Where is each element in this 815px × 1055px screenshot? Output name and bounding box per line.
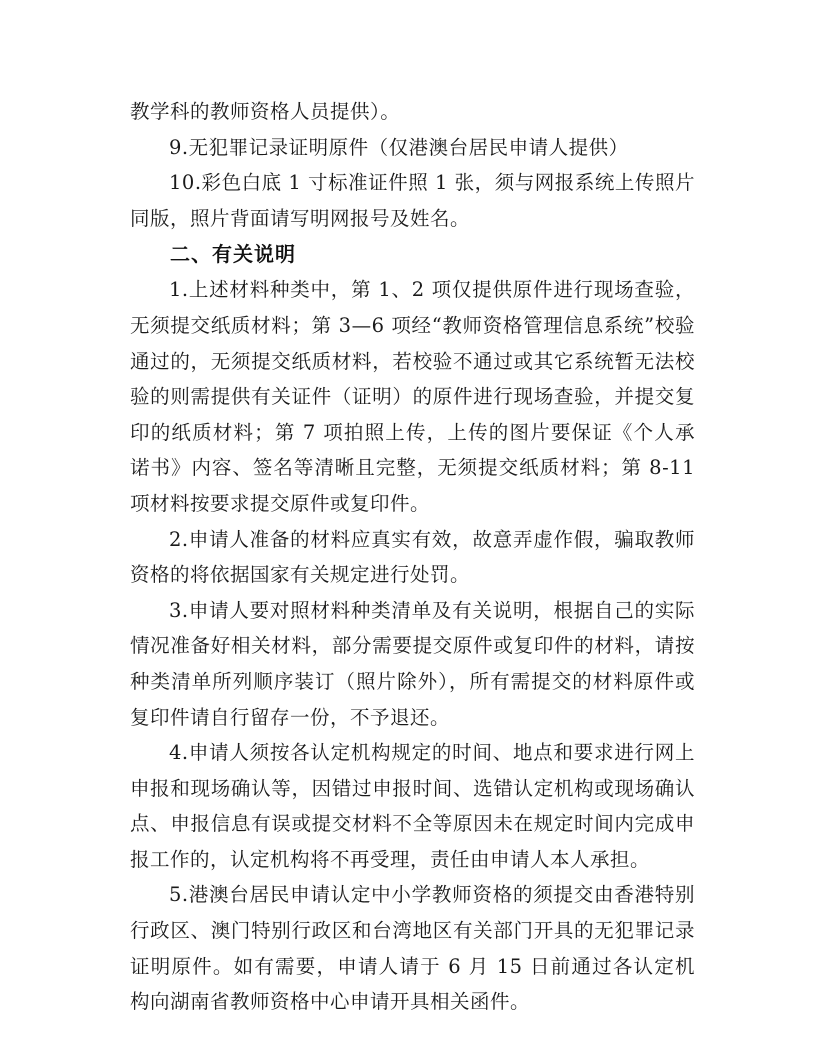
- section-title: 二、有关说明: [170, 242, 296, 267]
- note-paragraph-3: 3.申请人要对照材料种类清单及有关说明，根据自己的实际情况准备好相关材料，部分需要提交原件或复印件的材料，请按种类清单所列顺序装订（照片除外），所有需提交的材料原件或复印件请自行留存一份，不予退还。: [130, 598, 695, 729]
- note-paragraph-4: 4.申请人须按各认定机构规定的时间、地点和要求进行网上申报和现场确认等，因错过申报时间、选错认定机构或现场确认点、申报信息有误或提交材料不全等原因未在规定时间内完成申报工作的，认定机构将不再受理，责任由申请人本人承担。: [130, 741, 695, 871]
- note-paragraph-5: 5.港澳台居民申请认定中小学教师资格的须提交由香港特别行政区、澳门特别行政区和台湾地区有关部门开具的无犯罪记录证明原件。如有需要，申请人请于 6 月 15 日前通过各认定机构向湖南省教师资格中心申请开具相关函件。: [130, 883, 695, 1014]
- note-paragraph-1: 1.上述材料种类中，第 1、2 项仅提供原件进行现场查验，无须提交纸质材料；第 3—6 项经“教师资格管理信息系统”校验通过的，无须提交纸质材料，若校验不通过或其它系统暂无法校验的则需提供有关证件（证明）的原件进行现场查验，并提交复印的纸质材料；第 7 项拍照上传，上传的图片要保证《个人承诺书》内容、签名等清晰且完整，无须提交纸质材料；第 8-11 项材料按要求提交原件或复印件。: [130, 278, 695, 515]
- material-item-10: 10.彩色白底 1 寸标准证件照 1 张，须与网报系统上传照片同版，照片背面请写明网报号及姓名。: [130, 171, 695, 230]
- note-paragraph-2: 2.申请人准备的材料应真实有效，故意弄虚作假，骗取教师资格的将依据国家有关规定进行处罚。: [130, 527, 695, 587]
- continued-item-text: 教学科的教师资格人员提供）。: [130, 100, 401, 123]
- document-body: [130, 94, 695, 1020]
- material-item-9: 9.无犯罪记录证明原件（仅港澳台居民申请人提供）: [169, 135, 629, 159]
